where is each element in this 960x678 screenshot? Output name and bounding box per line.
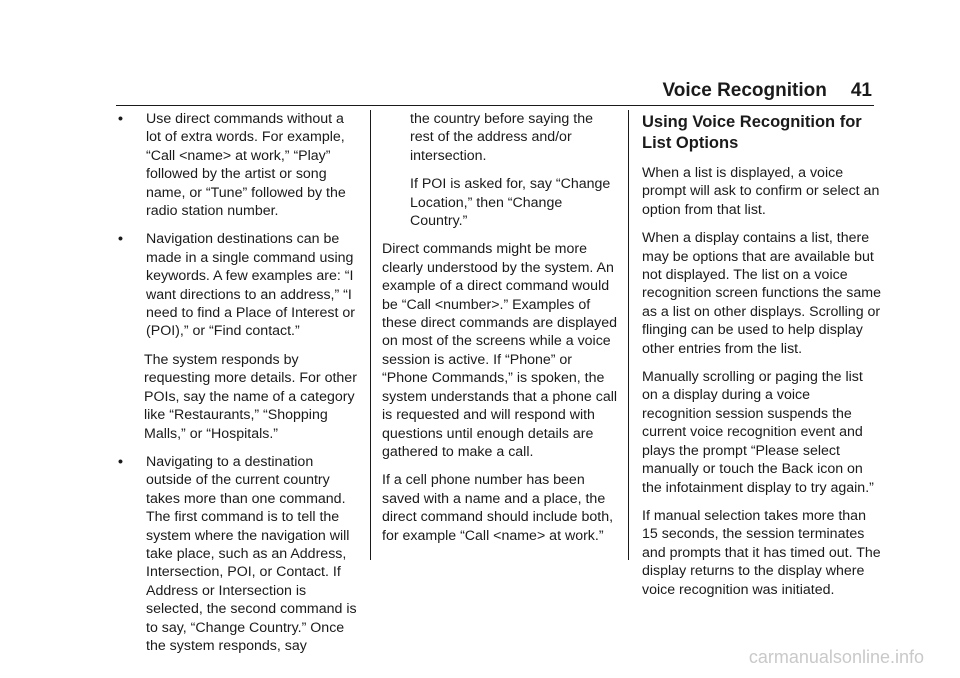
page-header [663,80,872,102]
paragraph: Direct commands might be more clearly understood by the system. An example of a direct command would be “Call <number>.” Examples of these direct commands are displayed on most of the screens while a voice session is active. If “Phone” or “Phone Commands,” is spoken, the system understands that a phone call is requested and will respond with questions until enough details are gathered to make a call. [382,241,618,460]
bullet-subparagraph: If POI is asked for, say “Change Location,” then “Change Country.” [410,176,611,230]
section-header-title: Voice Recognition [662,80,827,101]
bullet-item [116,110,360,220]
watermark-text: carmanualsonline.info [748,647,924,667]
column-divider-2 [628,110,629,560]
header-rule [116,105,874,106]
bullet-item [116,453,360,655]
paragraph: If a cell phone number has been saved with a name and a place, the direct command should include both, for example “Call <name> at work.” [382,472,614,544]
section-heading: Using Voice Recognition for List Options [642,113,862,152]
paragraph: When a display contains a list, there may be options that are available but not displayed. The list on a voice recognition screen functions the same as a list on other displays. Scrolling or flinging can be used to help display other entries from the list. [642,230,881,357]
bullet-continuation: the country before saying the rest of the address and/or intersection. [410,111,593,164]
column-2 [382,110,618,555]
column-3 [642,110,882,609]
paragraph: If manual selection takes more than 15 seconds, the session terminates and prompts that it has timed out. The display returns to the display where voice recognition was initiated. [642,507,881,598]
paragraph: When a list is displayed, a voice prompt will ask to confirm or select an option from that list. [642,165,880,218]
bullet-mark: • [118,453,123,470]
bullet-text: Use direct commands without a lot of extra words. For example, “Call <name> at work,” “Play” followed by the artist or song name, or “Tune” followed by the radio station number. [146,111,346,220]
bullet-mark: • [118,231,123,248]
paragraph: Manually scrolling or paging the list on a display during a voice recognition session suspends the current voice recognition event and plays the prompt “Please select manually or touch the Back icon on the infotainment display to try again.” [642,369,874,496]
bullet-text: Navigating to a destination outside of the current country takes more than one command. The first command is to tell the system where the navigation will take place, such as an Address, Intersection, POI, or Contact. If Address or Intersection is selected, the second command is to say, “Change Country.” Once the system responds, say [146,453,357,654]
bullet-text: Navigation destinations can be made in a single command using keywords. A few examples are: “I want directions to an address,” “I need to find a Place of Interest or (POI),” or “Find contact.” [146,231,356,340]
column-1 [116,110,360,665]
bullet-item [116,230,360,340]
bullet-mark: • [118,111,123,127]
column-divider-1 [370,110,371,560]
page-number: 41 [850,80,872,101]
bullet-subparagraph: The system responds by requesting more details. For other POIs, say the name of a category like “Restaurants,” “Shopping Malls,” or “Hospitals.” [144,351,357,442]
